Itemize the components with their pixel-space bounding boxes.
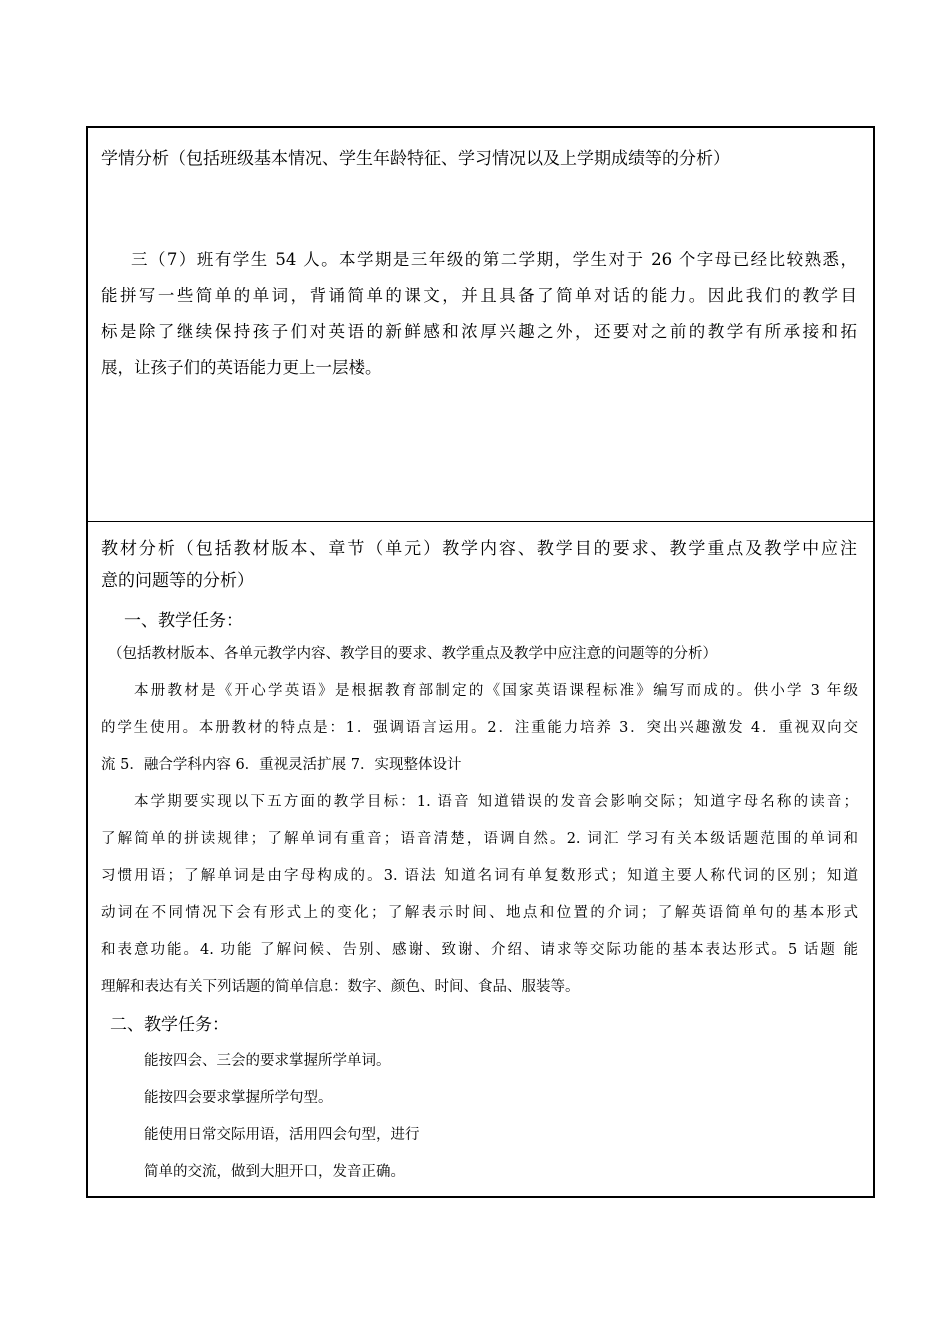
textbook-analysis-cell <box>88 522 873 1196</box>
student-analysis-line-4: 展，让孩子们的英语能力更上一层楼。 <box>101 358 382 377</box>
para1-line-2: 的学生使用。本册教材的特点是：1．强调语言运用。2．注重能力培养 3．突出兴趣激发 4．重视双向交 <box>101 720 858 736</box>
task2-line-2: 能按四会要求掌握所学句型。 <box>144 1090 333 1106</box>
student-analysis-line-1: 三（7）班有学生 54 人。本学期是三年级的第二学期，学生对于 26 个字母已经比较熟悉， <box>131 250 857 269</box>
para2-line-2: 了解简单的拼读规律；了解单词有重音；语音清楚，语调自然。2. 词汇 学习有关本级话题范围的单词和 <box>101 831 858 847</box>
task1-note: （包括教材版本、各单元教学内容、教学目的要求、教学重点及教学中应注意的问题等的分析） <box>108 646 717 662</box>
para1-line-1: 本册教材是《开心学英语》是根据教育部制定的《国家英语课程标准》编写而成的。供小学 3 年级 <box>134 683 858 699</box>
task2-line-3: 能使用日常交际用语，活用四会句型，进行 <box>144 1127 420 1143</box>
plan-table <box>86 126 875 1198</box>
task2-line-4: 简单的交流，做到大胆开口，发音正确。 <box>144 1164 405 1180</box>
para1-line-3: 流 5．融合学科内容 6．重视灵活扩展 7．实现整体设计 <box>101 757 462 773</box>
para2-line-1: 本学期要实现以下五方面的教学目标：1. 语音 知道错误的发音会影响交际；知道字母名称的读音； <box>134 794 858 810</box>
para2-line-5: 和表意功能。4. 功能 了解问候、告别、感谢、致谢、介绍、请求等交际功能的基本表达形式。5 话题 能 <box>101 942 858 958</box>
task2-title: 二、教学任务： <box>110 1015 229 1035</box>
student-analysis-line-3: 标是除了继续保持孩子们对英语的新鲜感和浓厚兴趣之外，还要对之前的教学有所承接和拓 <box>101 322 857 341</box>
student-analysis-line-2: 能拼写一些简单的单词，背诵简单的课文，并且具备了简单对话的能力。因此我们的教学目 <box>101 286 857 305</box>
student-analysis-cell <box>88 128 873 522</box>
para2-line-6: 理解和表达有关下列话题的简单信息：数字、颜色、时间、食品、服装等。 <box>101 979 580 995</box>
task2-line-1: 能按四会、三会的要求掌握所学单词。 <box>144 1053 391 1069</box>
task1-title: 一、教学任务： <box>124 611 243 631</box>
student-analysis-heading: 学情分析（包括班级基本情况、学生年龄特征、学习情况以及上学期成绩等的分析） <box>101 149 730 169</box>
textbook-analysis-heading-2: 意的问题等的分析） <box>101 571 254 591</box>
para2-line-3: 习惯用语；了解单词是由字母构成的。3. 语法 知道名词有单复数形式；知道主要人称代词的区别；知道 <box>101 868 858 884</box>
para2-line-4: 动词在不同情况下会有形式上的变化；了解表示时间、地点和位置的介词；了解英语简单句的基本形式 <box>101 905 858 921</box>
textbook-analysis-heading-1: 教材分析（包括教材版本、章节（单元）教学内容、教学目的要求、教学重点及教学中应注 <box>101 539 857 559</box>
